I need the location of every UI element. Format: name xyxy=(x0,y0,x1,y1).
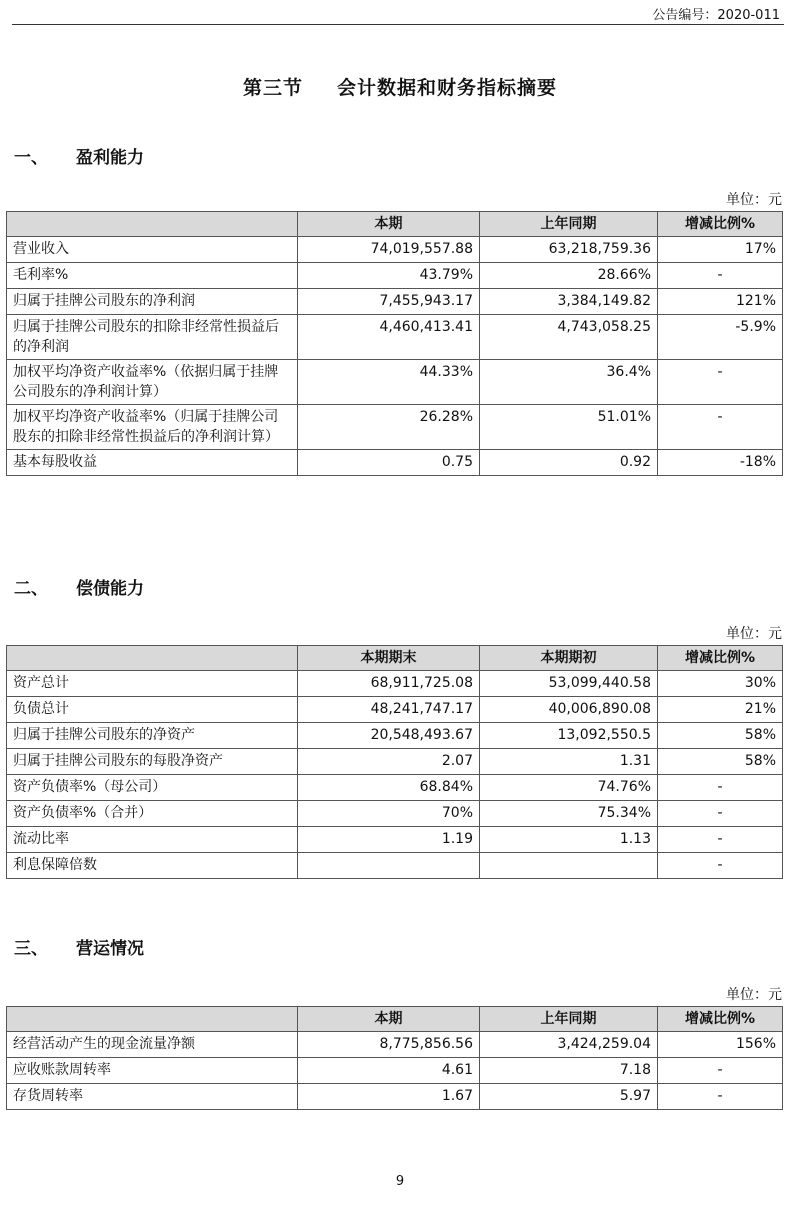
table-cell: 26.28% xyxy=(298,405,480,450)
table-row xyxy=(7,749,783,775)
table-row xyxy=(7,827,783,853)
table-cell xyxy=(480,853,658,879)
table-cell: - xyxy=(658,853,783,879)
row-label: 归属于挂牌公司股东的净利润 xyxy=(7,289,298,315)
header-rule xyxy=(12,24,784,25)
column-header xyxy=(7,646,298,671)
row-label: 加权平均净资产收益率%（归属于挂牌公司股东的扣除非经常性损益后的净利润计算） xyxy=(7,405,298,450)
column-header: 上年同期 xyxy=(480,1007,658,1032)
row-label: 负债总计 xyxy=(7,697,298,723)
table-header-row xyxy=(7,212,783,237)
table-cell: 8,775,856.56 xyxy=(298,1032,480,1058)
table-cell: 3,384,149.82 xyxy=(480,289,658,315)
unit-label: 单位：元 xyxy=(726,987,782,1003)
table-header-row xyxy=(7,646,783,671)
table-cell: 28.66% xyxy=(480,263,658,289)
row-label: 基本每股收益 xyxy=(7,450,298,476)
table-cell: 0.75 xyxy=(298,450,480,476)
table-cell: 1.31 xyxy=(480,749,658,775)
column-header xyxy=(7,212,298,237)
operations-table xyxy=(6,1006,783,1110)
column-header: 本期期末 xyxy=(298,646,480,671)
table-row xyxy=(7,405,783,450)
table-cell: 21% xyxy=(658,697,783,723)
row-label: 存货周转率 xyxy=(7,1084,298,1110)
table-row xyxy=(7,723,783,749)
table-cell: - xyxy=(658,801,783,827)
table-cell: 44.33% xyxy=(298,360,480,405)
table-cell: 40,006,890.08 xyxy=(480,697,658,723)
table-cell: -5.9% xyxy=(658,315,783,360)
section-heading-solvency xyxy=(14,574,144,599)
page-number: 9 xyxy=(395,1174,405,1189)
table-row xyxy=(7,237,783,263)
table-row xyxy=(7,671,783,697)
row-label: 毛利率% xyxy=(7,263,298,289)
table-cell: 48,241,747.17 xyxy=(298,697,480,723)
table-cell: 70% xyxy=(298,801,480,827)
table-cell: - xyxy=(658,775,783,801)
column-header: 增减比例% xyxy=(658,646,783,671)
row-label: 资产负债率%（母公司） xyxy=(7,775,298,801)
table-header-row xyxy=(7,1007,783,1032)
section-name: 会计数据和财务指标摘要 xyxy=(337,77,558,99)
section-heading-number: 二、 xyxy=(14,579,48,599)
table-cell: 74,019,557.88 xyxy=(298,237,480,263)
table-row xyxy=(7,697,783,723)
profitability-table xyxy=(6,211,783,476)
table-cell: 36.4% xyxy=(480,360,658,405)
section-heading-text: 营运情况 xyxy=(76,939,144,959)
column-header: 本期 xyxy=(298,212,480,237)
row-label: 经营活动产生的现金流量净额 xyxy=(7,1032,298,1058)
section-heading-number: 一、 xyxy=(14,148,48,168)
column-header: 增减比例% xyxy=(658,212,783,237)
table-cell: 75.34% xyxy=(480,801,658,827)
table-cell: -18% xyxy=(658,450,783,476)
table-cell: 4,743,058.25 xyxy=(480,315,658,360)
table-cell: 121% xyxy=(658,289,783,315)
solvency-table xyxy=(6,645,783,879)
section-heading-number: 三、 xyxy=(14,939,48,959)
table-cell: 58% xyxy=(658,723,783,749)
table-cell: 68.84% xyxy=(298,775,480,801)
row-label: 归属于挂牌公司股东的扣除非经常性损益后的净利润 xyxy=(7,315,298,360)
table-cell xyxy=(298,853,480,879)
section-heading-text: 偿债能力 xyxy=(76,579,144,599)
table-cell: 7,455,943.17 xyxy=(298,289,480,315)
table-row xyxy=(7,360,783,405)
section-heading-profitability xyxy=(14,143,144,168)
table-cell: - xyxy=(658,1058,783,1084)
table-cell: 4,460,413.41 xyxy=(298,315,480,360)
column-header xyxy=(7,1007,298,1032)
announcement-number: 公告编号：2020-011 xyxy=(652,8,780,23)
row-label: 利息保障倍数 xyxy=(7,853,298,879)
row-label: 资产总计 xyxy=(7,671,298,697)
row-label: 营业收入 xyxy=(7,237,298,263)
table-row xyxy=(7,801,783,827)
table-row xyxy=(7,1032,783,1058)
table-cell: 4.61 xyxy=(298,1058,480,1084)
table-row xyxy=(7,853,783,879)
row-label: 加权平均净资产收益率%（依据归属于挂牌公司股东的净利润计算） xyxy=(7,360,298,405)
table-cell: 7.18 xyxy=(480,1058,658,1084)
table-cell: 43.79% xyxy=(298,263,480,289)
table-row xyxy=(7,315,783,360)
table-cell: - xyxy=(658,1084,783,1110)
table-cell: 1.19 xyxy=(298,827,480,853)
table-cell: 156% xyxy=(658,1032,783,1058)
table-cell: 1.67 xyxy=(298,1084,480,1110)
table-cell: 74.76% xyxy=(480,775,658,801)
table-row xyxy=(7,450,783,476)
table-cell: 1.13 xyxy=(480,827,658,853)
column-header: 本期期初 xyxy=(480,646,658,671)
table-cell: 0.92 xyxy=(480,450,658,476)
page-title xyxy=(0,73,800,100)
table-cell: 58% xyxy=(658,749,783,775)
table-row xyxy=(7,775,783,801)
table-cell: 51.01% xyxy=(480,405,658,450)
table-row xyxy=(7,263,783,289)
row-label: 资产负债率%（合并） xyxy=(7,801,298,827)
column-header: 本期 xyxy=(298,1007,480,1032)
section-number: 第三节 xyxy=(242,77,303,99)
table-cell: 68,911,725.08 xyxy=(298,671,480,697)
table-cell: - xyxy=(658,827,783,853)
row-label: 归属于挂牌公司股东的净资产 xyxy=(7,723,298,749)
table-cell: 17% xyxy=(658,237,783,263)
unit-label: 单位：元 xyxy=(726,192,782,208)
table-cell: 63,218,759.36 xyxy=(480,237,658,263)
row-label: 归属于挂牌公司股东的每股净资产 xyxy=(7,749,298,775)
table-cell: 3,424,259.04 xyxy=(480,1032,658,1058)
row-label: 流动比率 xyxy=(7,827,298,853)
section-heading-text: 盈利能力 xyxy=(76,148,144,168)
table-cell: 30% xyxy=(658,671,783,697)
table-row xyxy=(7,289,783,315)
table-cell: - xyxy=(658,360,783,405)
table-cell: 5.97 xyxy=(480,1084,658,1110)
unit-label: 单位：元 xyxy=(726,626,782,642)
section-heading-operations xyxy=(14,934,144,959)
table-cell: 2.07 xyxy=(298,749,480,775)
column-header: 上年同期 xyxy=(480,212,658,237)
table-cell: - xyxy=(658,405,783,450)
column-header: 增减比例% xyxy=(658,1007,783,1032)
table-row xyxy=(7,1058,783,1084)
table-row xyxy=(7,1084,783,1110)
row-label: 应收账款周转率 xyxy=(7,1058,298,1084)
table-cell: 20,548,493.67 xyxy=(298,723,480,749)
table-cell: 13,092,550.5 xyxy=(480,723,658,749)
table-cell: - xyxy=(658,263,783,289)
table-cell: 53,099,440.58 xyxy=(480,671,658,697)
